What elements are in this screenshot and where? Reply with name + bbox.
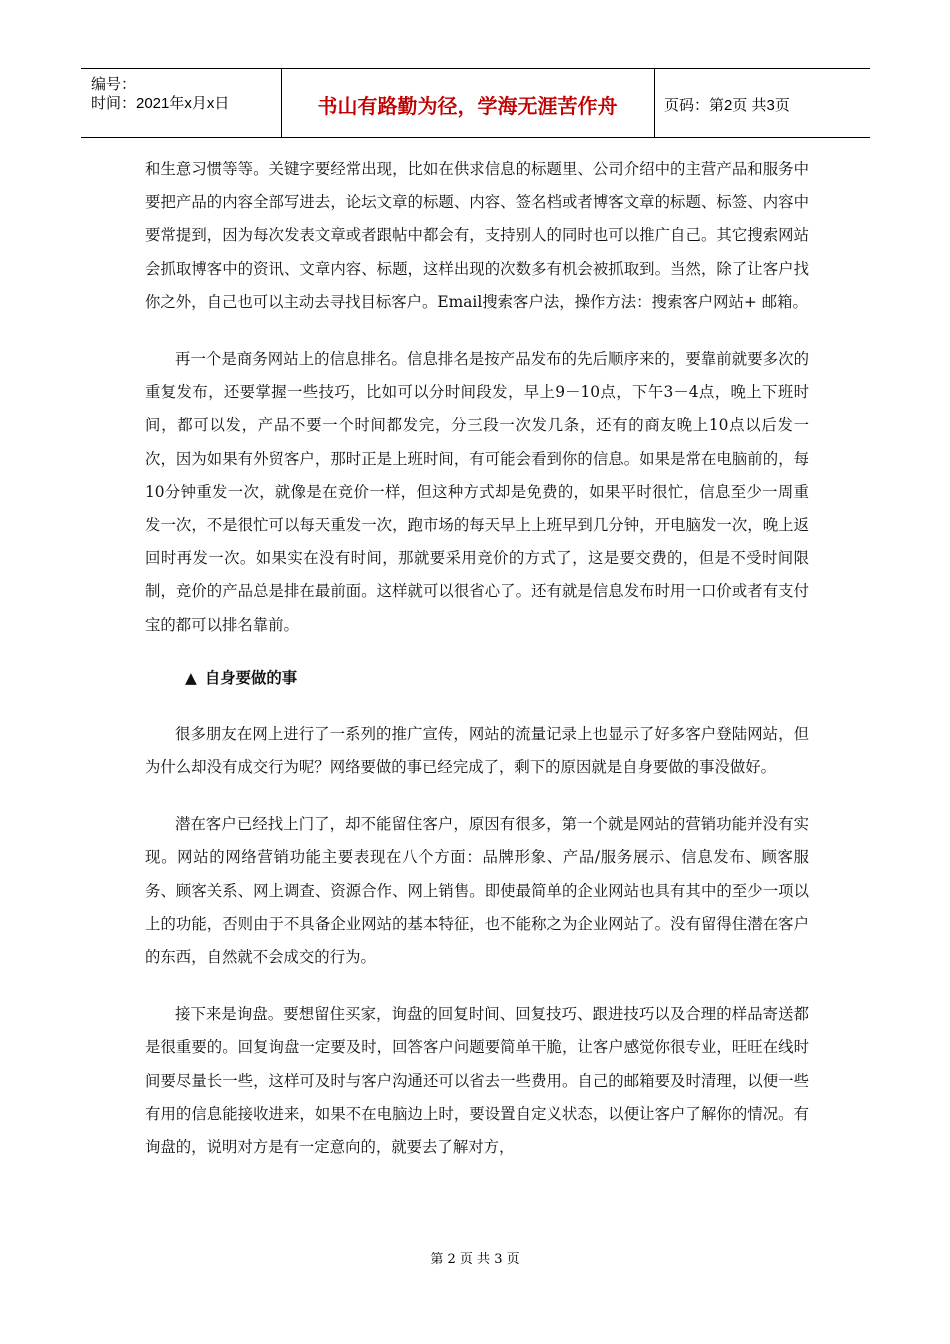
body-paragraph: 接下来是询盘。要想留住买家，询盘的回复时间、回复技巧、跟进技巧以及合理的样品寄送都是很重要的。回复询盘一定要及时，回答客户问题要简单干脆，让客户感觉你很专业，旺旺在线时间要尽量长一些，这样可及时与客户沟通还可以省去一些费用。自己的邮箱要及时清理，以便一些有用的信息能接收进来，如果不在电脑边上时，要设置自定义状态，以便让客户了解你的情况。有询盘的，说明对方是有一定意向的，就要去了解对方， — [145, 1005, 809, 1157]
header-motto: 书山有路勤为径，学海无涯苦作舟 — [317, 94, 618, 118]
body-paragraph: 再一个是商务网站上的信息排名。信息排名是按产品发布的先后顺序来的，要靠前就要多次的重复发布，还要掌握一些技巧，比如可以分时间段发，早上9－10点，下午3－4点，晚上下班时间，都可以发，产品不要一个时间都发完，分三段一次发几条，还有的商友晚上10点以后发一次，因为如果有外贸客户，那时正是上班时间，有可能会看到你的信息。如果是常在电脑前的，每10分钟重发一次，就像是在竞价一样，但这种方式却是免费的，如果平时很忙，信息至少一周重发一次，不是很忙可以每天重发一次，跑市场的每天早上上班早到几分钟，开电脑发一次，晚上返回时再发一次。如果实在没有时间，那就要采用竞价的方式了，这是要交费的，但是不受时间限制，竞价的产品总是排在最前面。这样就可以很省心了。还有就是信息发布时用一口价或者有支付宝的都可以排名靠前。 — [145, 350, 809, 634]
body-paragraph: 潜在客户已经找上门了，却不能留住客户，原因有很多，第一个就是网站的营销功能并没有实现。网站的网络营销功能主要表现在八个方面：品牌形象、产品/服务展示、信息发布、顾客服务、顾客关系、网上调查、资源合作、网上销售。即使最简单的企业网站也具有其中的至少一项以上的功能，否则由于不具备企业网站的基本特征，也不能称之为企业网站了。没有留得住潜在客户的东西，自然就不会成交的行为。 — [145, 815, 809, 967]
document-date-label: 时间：2021年x月x日 — [91, 95, 230, 112]
body-paragraph: 和生意习惯等等。关键字要经常出现，比如在供求信息的标题里、公司介绍中的主营产品和服务中要把产品的内容全部写进去，论坛文章的标题、内容、签名档或者博客文章的标题、标签、内容中要常提到，因为每次发表文章或者跟帖中都会有，支持别人的同时也可以推广自己。其它搜索网站会抓取博客中的资讯、文章内容、标题，这样出现的次数多有机会被抓取到。当然，除了让客户找你之外，自己也可以主动去寻找目标客户。Email搜索客户法，操作方法：搜索客户网站+ 邮箱。 — [145, 160, 809, 311]
body-paragraph: 很多朋友在网上进行了一系列的推广宣传，网站的流量记录上也显示了好多客户登陆网站，但为什么却没有成交行为呢？网络要做的事已经完成了，剩下的原因就是自身要做的事没做好。 — [145, 724, 809, 777]
triangle-marker-icon: ▲ — [185, 668, 197, 687]
section-heading — [145, 666, 809, 690]
document-code-label: 编号： — [91, 76, 137, 93]
header-page-info: 页码：第2页 共3页 — [664, 97, 790, 114]
document-body — [145, 153, 809, 1188]
section-heading-text: 自身要做的事 — [204, 668, 298, 687]
header-motto-cell — [281, 69, 655, 137]
page-footer: 第 2 页 共 3 页 — [430, 1252, 520, 1267]
header-meta-cell — [81, 69, 282, 137]
header-page-cell — [654, 69, 870, 137]
document-header — [81, 68, 870, 138]
